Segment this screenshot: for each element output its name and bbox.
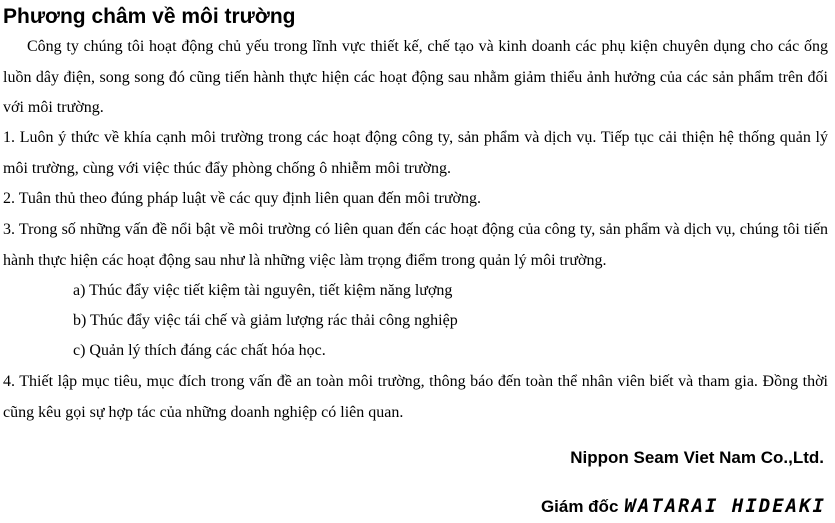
signature-line (541, 493, 826, 521)
company-name: Nippon Seam Viet Nam Co.,Ltd. (570, 448, 824, 467)
signatory-name: WATARAI HIDEAKI (624, 495, 826, 517)
policy-subitem-b: b) Thúc đẩy việc tái chế và giảm lượng rác thải công nghiệp (73, 312, 458, 329)
signatory-role: Giám đốc (540, 497, 619, 516)
intro-paragraph: Công ty chúng tôi hoạt động chủ yếu trong lĩnh vực thiết kế, chế tạo và kinh doanh các phụ kiện chuyên dụng cho các ống luồn dây điện, song song đó cũng tiến hành thực hiện các hoạt động sau nhằm giảm thiểu ảnh hưởng của các sản phẩm trên đối với môi trường. (3, 38, 828, 116)
policy-item-2: 2. Tuân thủ theo đúng pháp luật về các quy định liên quan đến môi trường. (3, 190, 481, 207)
policy-subitem-a: a) Thúc đẩy việc tiết kiệm tài nguyên, tiết kiệm năng lượng (73, 282, 453, 299)
policy-item-1: 1. Luôn ý thức về khía cạnh môi trường trong các hoạt động công ty, sản phẩm và dịch vụ. Tiếp tục cải thiện hệ thống quản lý môi trường, cùng với việc thúc đẩy phòng chống ô nhiễm môi trường. (3, 129, 828, 177)
policy-subitem-c: c) Quản lý thích đáng các chất hóa học. (73, 342, 326, 359)
policy-item-3: 3. Trong số những vấn đề nổi bật về môi trường có liên quan đến các hoạt động của công ty, sản phẩm và dịch vụ, chúng tôi tiến hành thực hiện các hoạt động sau như là những việc làm trọng điểm trong quản lý môi trường. (3, 221, 828, 269)
policy-item-4: 4. Thiết lập mục tiêu, mục đích trong vấn đề an toàn môi trường, thông báo đến toàn thể nhân viên biết và tham gia. Đồng thời cũng kêu gọi sự hợp tác của những doanh nghiệp có liên quan. (3, 373, 828, 421)
page-title: Phương châm về môi trường (3, 5, 296, 28)
